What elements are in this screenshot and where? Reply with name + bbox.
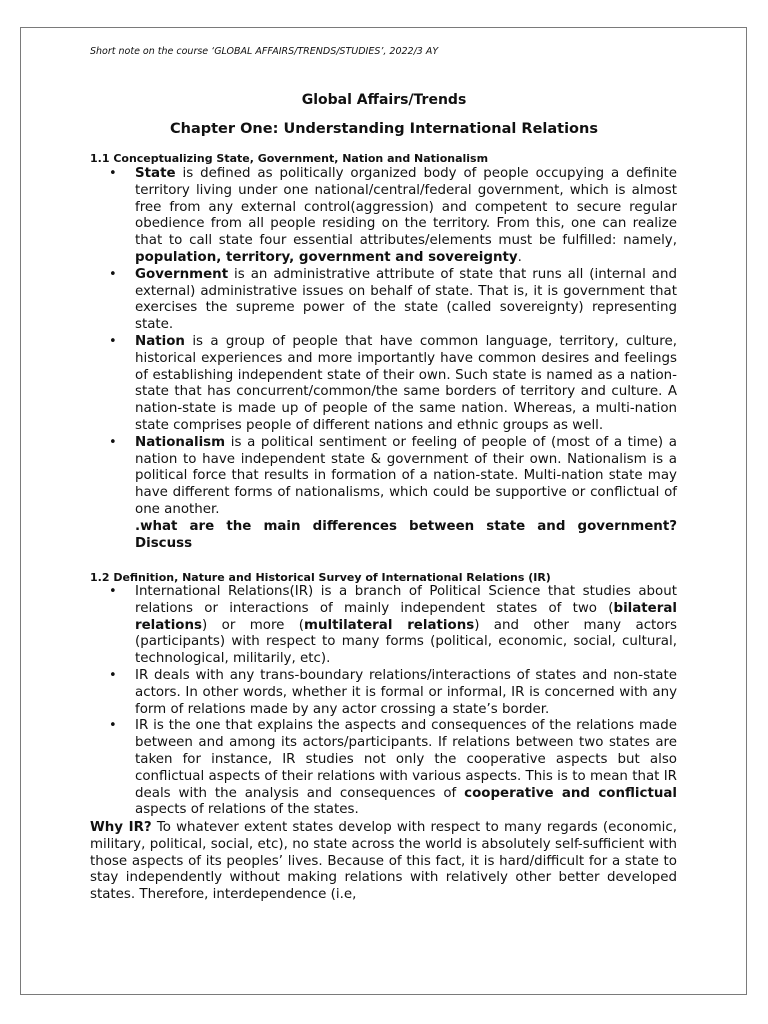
document-title: Global Affairs/Trends: [301, 92, 467, 108]
list-item: [109, 166, 677, 267]
section-1-1-list: [109, 166, 677, 552]
bullet-text: IR is the one that explains the aspects and consequences of the relations made between and among its actors/participants. If relations between two states are taken for instance, IR studies not only the cooperative aspects but also conflictual aspects of their relations with various aspects. This is to mean that IR deals with the analysis and consequences of: [135, 718, 677, 801]
bullet-icon: •: [109, 584, 117, 599]
header-note: Short note on the course ‘GLOBAL AFFAIRS/TRENDS/STUDIES’, 2022/3 AY: [90, 46, 439, 57]
bullet-text: is defined as politically organized body of people occupying a definite territory living under one national/central/federal government, which is almost free from any external control(aggression) and competent to secure regular obedience from all people residing on the territory. From this, one can realize that to call state four essential attributes/elements must be fulfilled: namely,: [135, 166, 677, 249]
bullet-icon: •: [109, 166, 117, 181]
cooperative-conflictual-term: cooperative and conflictual: [464, 785, 677, 801]
section-1-2-list: [109, 584, 677, 819]
bullet-tail: .: [517, 249, 522, 265]
bullet-icon: •: [109, 266, 117, 282]
list-item: [109, 718, 677, 819]
discussion-question: .what are the main differences between state and government? Discuss: [135, 518, 677, 551]
why-ir-paragraph: [90, 820, 677, 904]
list-item: [109, 333, 677, 435]
why-ir-text: To whatever extent states develop with respect to many regards (economic, military, political, social, etc), no state across the world is absolutely self-sufficient with those aspects of its peoples’ lives. Because of this fact, it is hard/difficult for a state to stay independently without making relations with relatively other better developed states. Therefore, interdependence (i.e,: [90, 820, 677, 903]
list-item: [109, 266, 677, 334]
chapter-prefix: Chapter One:: [170, 121, 284, 137]
bullet-text: ) or more (: [202, 617, 304, 633]
bullet-icon: •: [109, 434, 117, 450]
section-heading-1-1: 1.1 Conceptualizing State, Government, Nation and Nationalism: [90, 152, 489, 165]
term-state: State: [135, 166, 176, 181]
list-item: [109, 434, 677, 519]
chapter-title: [0, 121, 768, 137]
bullet-text: International Relations(IR) is a branch of Political Science that studies about relations or interactions of mainly independent states of two (: [135, 584, 677, 616]
bullet-icon: •: [109, 667, 117, 683]
term-nation: Nation: [135, 333, 185, 349]
bullet-text: IR deals with any trans-boundary relations/interactions of states and non-state actors. In other words, whether it is formal or informal, IR is concerned with any form of relations made by any actor crossing a state’s border.: [135, 667, 677, 717]
bullet-text: is an administrative attribute of state that runs all (internal and external) administrative issues on behalf of state. That is, it is government that exercises the supreme power of the state (called sovereignty) representing state.: [135, 266, 677, 333]
why-ir-lead: Why IR?: [90, 820, 152, 835]
term-government: Government: [135, 266, 229, 282]
bullet-icon: •: [109, 718, 117, 734]
multilateral-term: multilateral relations: [304, 617, 475, 633]
state-attributes: population, territory, government and sovereignty: [135, 249, 518, 265]
term-nationalism: Nationalism: [135, 434, 226, 450]
bullet-text: aspects of relations of the states.: [135, 802, 359, 818]
section-heading-1-2: 1.2 Definition, Nature and Historical Survey of International Relations (IR): [90, 571, 551, 584]
chapter-name: Understanding International Relations: [283, 121, 598, 137]
bullet-icon: •: [109, 333, 117, 349]
list-item: [109, 584, 677, 668]
bullet-text: ) and other many actors (participants) with respect to many forms (political, economic, social, cultural, technological, militarily, etc).: [135, 617, 677, 667]
bullet-text: is a political sentiment or feeling of people of (most of a time) a nation to have independent state & government of their own. Nationalism is a political force that results in formation of a nation-state. Multi-nation state may have different forms of nationalisms, which could be supportive or conflictual of one another.: [135, 434, 677, 517]
bullet-text: is a group of people that have common language, territory, culture, historical experiences and more importantly have common desires and feelings of establishing independent state of their own. Such state is named as a nation-state that has concurrent/common/the same borders of territory and culture. A nation-state is made up of people of the same nation. Whereas, a multi-nation state comprises people of different nations and ethnic groups as well.: [135, 333, 677, 433]
bilateral-term: bilateral relations: [135, 600, 677, 633]
list-item: [109, 667, 677, 718]
